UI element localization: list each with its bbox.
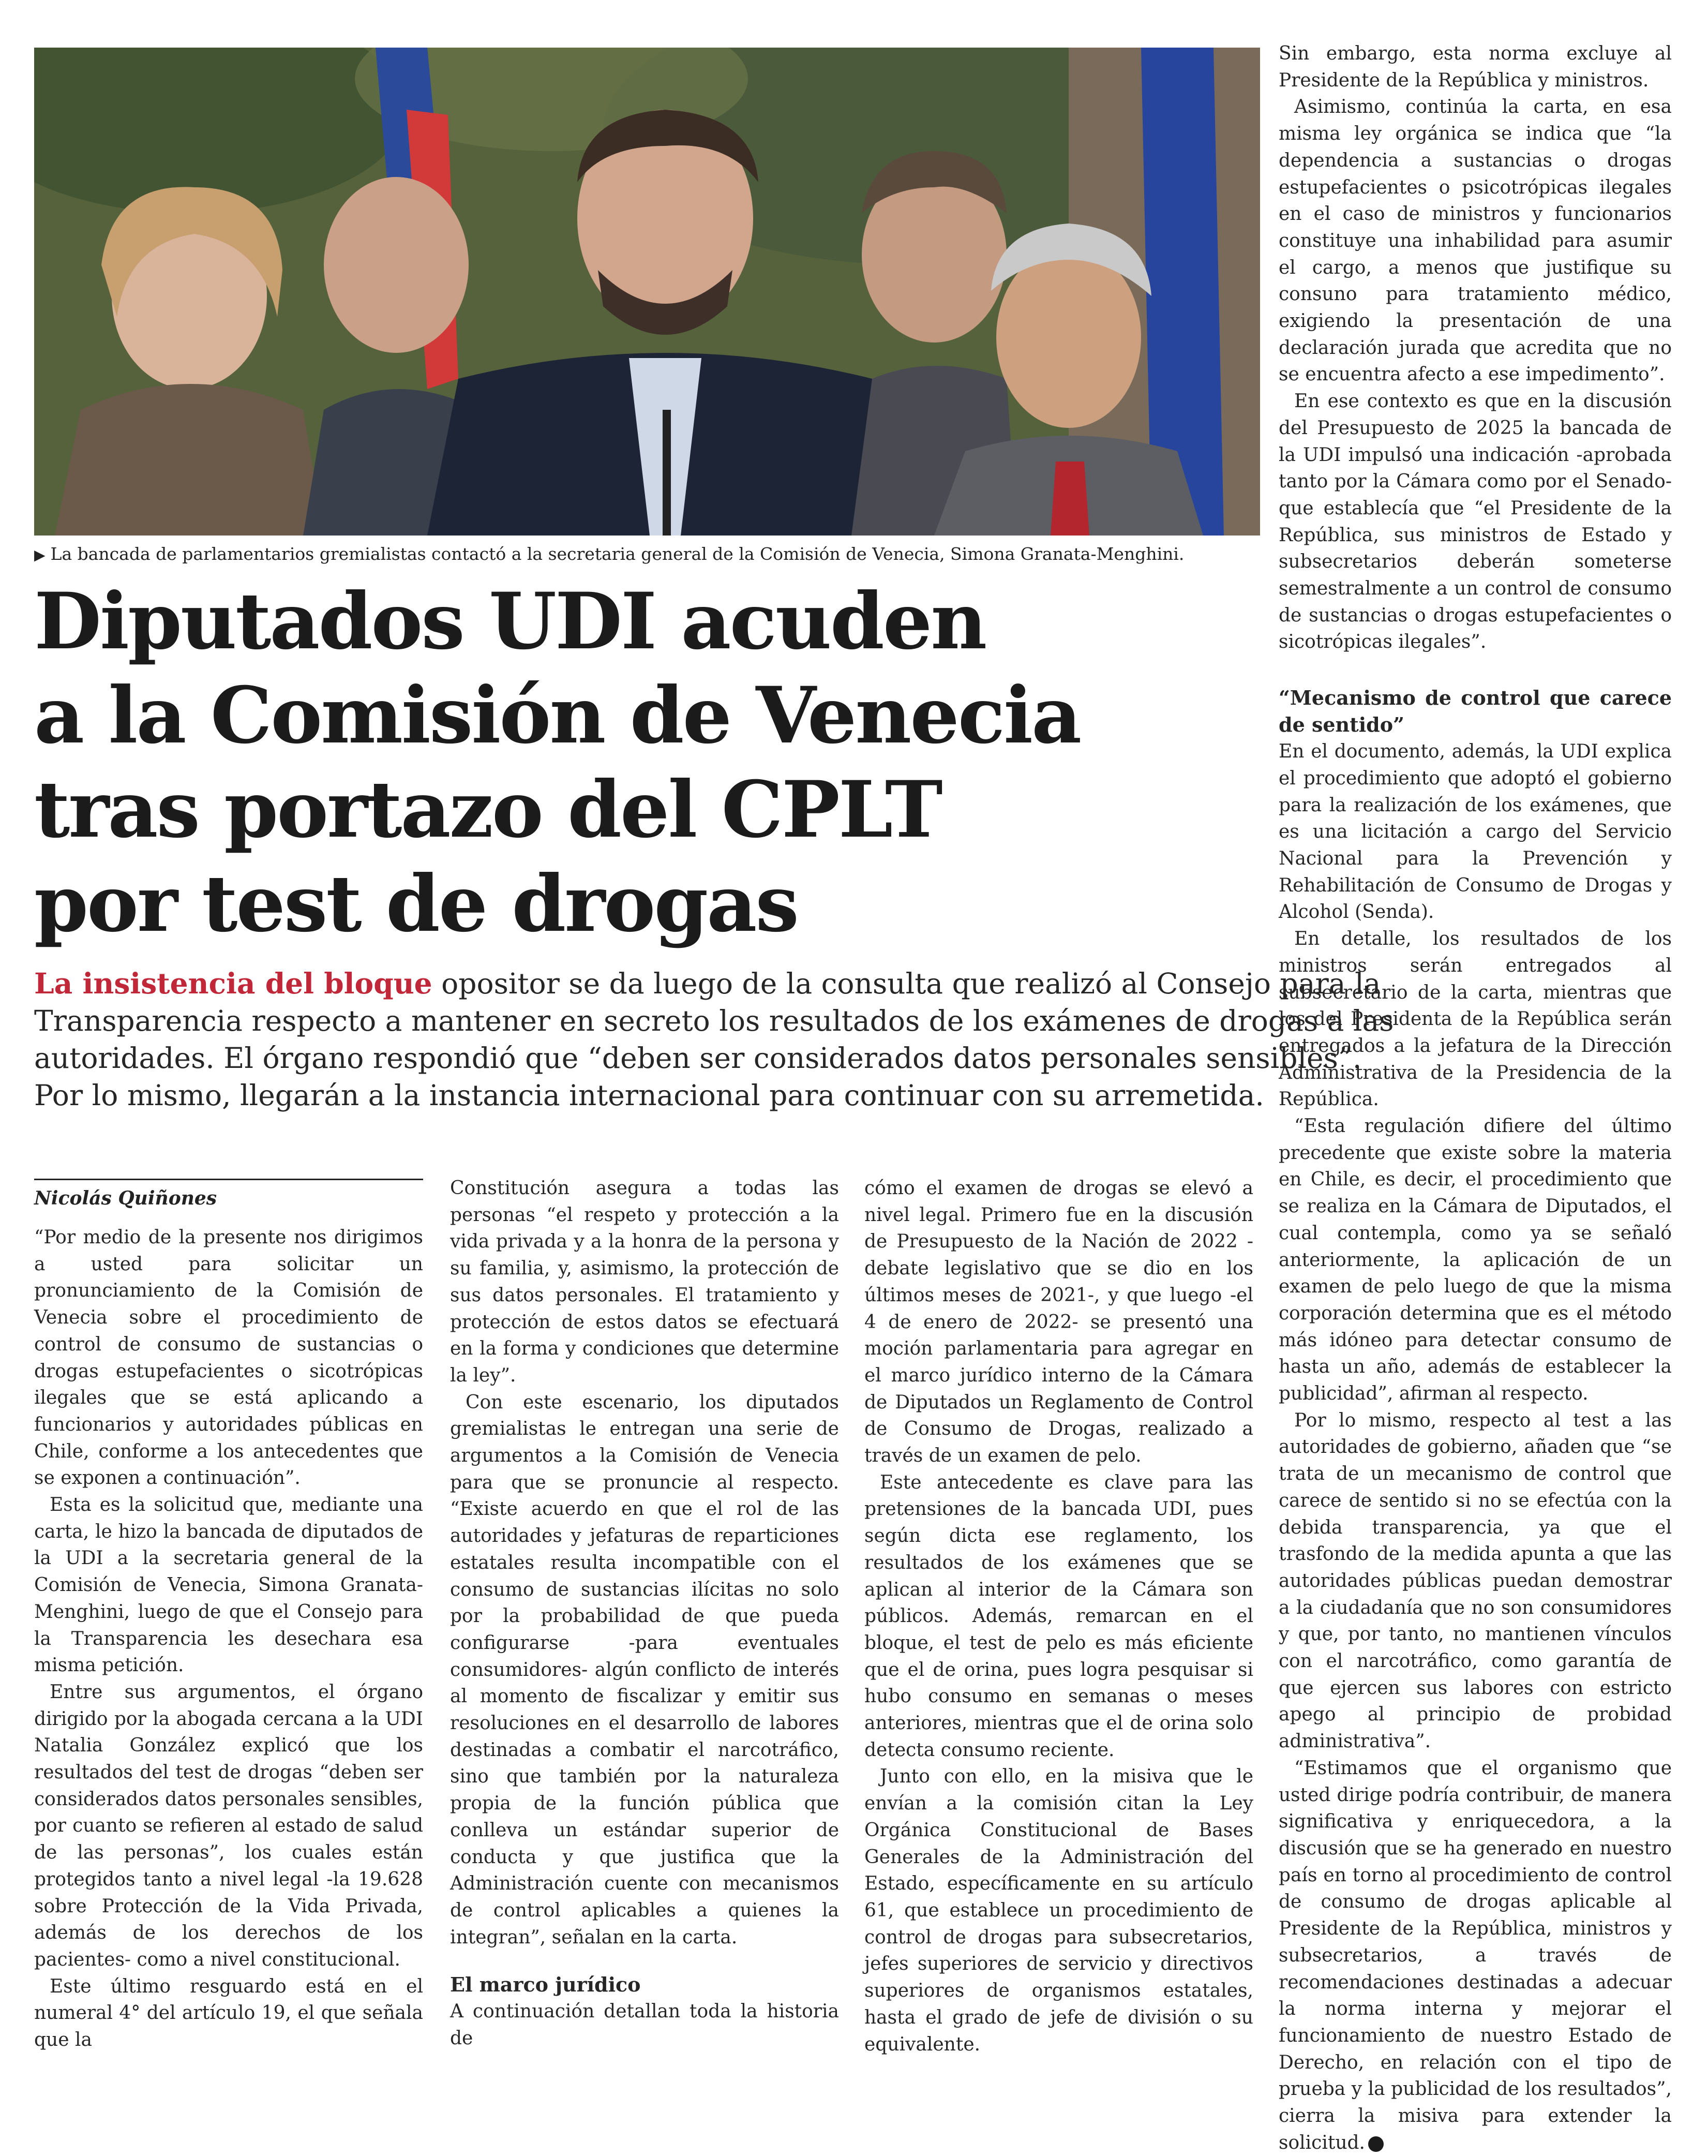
caption-arrow-icon: ▶ bbox=[34, 546, 46, 563]
deck-line-1 bbox=[34, 965, 1381, 1002]
paragraph: Con este escenario, los diputados gremialistas le entregan una serie de argumentos a la Comisión de Venecia para que se pronuncie al respecto. “Existe acuerdo en que el rol de las autoridades y jefaturas de reparticiones estatales resulta incompatible con el consumo de sustancias ilícitas no solo por la probabilidad de que pueda configurarse -para eventuales consumidores- algún conflicto de interés al momento de fiscalizar y emitir sus resoluciones en el desarrollo de labores destinadas a combatir el narcotráfico, sino que también por la naturaleza propia de la función pública que conlleva un estándar superior de conducta y que justifica que la Administración cuente con mecanismos de control aplicables a quienes la integran”, señalan en la carta. bbox=[450, 1391, 839, 1948]
deck-lead: La insistencia del bloque bbox=[34, 967, 432, 1000]
paragraph: Entre sus argumentos, el órgano dirigido por la abogada cercana a la UDI Natalia González explicó que los resultados del test de drogas “deben ser considerados datos personales sensibles, por cuanto se refieren al estado de salud de las personas”, los cuales están protegidos tanto a nivel legal -la 19.628 sobre Protección de la Vida Privada, además de los derechos de los pacientes- como a nivel constitucional. bbox=[34, 1681, 423, 1970]
deck bbox=[34, 965, 1394, 1114]
section-heading: “Mecanismo de control que carece de sentido” bbox=[1279, 686, 1672, 737]
paragraph: “Esta regulación difiere del último precedente que existe sobre la materia en Chile, es decir, el procedimiento que se realiza en la Cámara de Diputados, el cual contempla, como ya se señaló anteriormente, la aplicación de un examen de pelo luego de que la misma corporación determina que es el método más idóneo para detectar consumo de hasta un año, además de establecer la publicidad”, afirman al respecto. bbox=[1279, 1116, 1672, 1405]
paragraph: “Por medio de la presente nos dirigimos a usted para solicitar un pronunciamiento de la Comisión de Venecia sobre el procedimiento de control de consumo de sustancias o drogas estupefacientes o sicotrópicas ilegales que se está aplicando a funcionarios y autoridades públicas en Chile, conforme a los antecedentes que se exponen a continuación”. bbox=[34, 1227, 423, 1489]
paragraph: En el documento, además, la UDI explica el procedimiento que adoptó el gobierno para la realización de los exámenes, que es una licitación a cargo del Servicio Nacional para la Prevención y Rehabilitación de Consumo de Drogas y Alcohol (Senda). bbox=[1279, 741, 1672, 923]
paragraph: Junto con ello, en la misiva que le envían a la comisión citan la Ley Orgánica Constitucional de Bases Generales de la Administración del Estado, específicamente en su artículo 61, que establece un procedimiento de control de drogas para subsecretarios, jefes superiores de servicio y directivos superiores de organismos estatales, hasta el grado de jefe de división o su equivalente. bbox=[864, 1766, 1253, 2055]
deck-line-1-rest: opositor se da luego de la consulta que realizó al Consejo para la bbox=[432, 967, 1381, 1000]
paragraph: Asimismo, continúa la carta, en esa misma ley orgánica se indica que “la dependencia a sustancias o drogas estupefacientes o psicotrópicas ilegales en el caso de ministros y funcionarios constituye una inhabilidad para asumir el cargo, a menos que justifique su consuno para tratamiento médico, exigiendo la presentación de una declaración jurada que acredita que no se encuentra afecto a ese impedimento”. bbox=[1279, 96, 1672, 385]
end-mark-icon bbox=[1368, 2136, 1384, 2152]
paragraph-final-text: “Estimamos que el organismo que usted dirige podría contribuir, de manera significativa y enriquecedora, a la discusión que se ha generado en nuestro país en torno al procedimiento de control de consumo de drogas aplicable al Presidente de la República, ministros y subsecretarios, a través de recomendaciones destinadas a adecuar la norma interna y mejorar el funcionamiento de nuestro Estado de Derecho, en relación con el tipo de prueba y la publicidad de los resultados”, cierra la misiva para extender la solicitud. bbox=[1279, 1757, 1672, 2153]
paragraph: Por lo mismo, respecto al test a las autoridades de gobierno, añaden que “se trata de un mecanismo de control que carece de sentido si no se efectúa con la debida transparencia, ya que el trasfondo de la medida apunta a que las autoridades públicas puedan demostrar a la ciudadanía que no son consumidores y que, por tanto, no mantienen vínculos con el narcotráfico, como garantía de que ejercen sus labores con estricto apego al principio de probidad administrativa”. bbox=[1279, 1409, 1672, 1752]
paragraph: Este antecedente es clave para las pretensiones de la bancada UDI, pues según dicta ese reglamento, los resultados de los exámenes que se aplican al interior de la Cámara son públicos. Además, remarcan en el bloque, el test de pelo es más eficiente que el de orina, pues logra pesquisar si hubo consumo en semanas o meses anteriores, mientras que el de orina solo detecta consumo reciente. bbox=[864, 1471, 1253, 1761]
photo-caption-text: La bancada de parlamentarios gremialistas contactó a la secretaria general de la Comisión de Venecia, Simona Granata-Menghini. bbox=[50, 544, 1185, 564]
deck-line-3: autoridades. El órgano respondió que “deben ser considerados datos personales sensibles”. bbox=[34, 1042, 1362, 1075]
paragraph: cómo el examen de drogas se elevó a nivel legal. Primero fue en la discusión de Presupuesto de la Nación de 2022 -debate legislativo que se dio en los últimos meses de 2021-, y que luego -el 4 de enero de 2022- se presentó una moción parlamentaria para agregar en el marco jurídico interno de la Cámara de Diputados un Reglamento de Control de Consumo de Drogas, realizado a través de un examen de pelo. bbox=[864, 1178, 1253, 1467]
press-conference-photo bbox=[34, 48, 1260, 536]
paragraph: Constitución asegura a todas las personas “el respeto y protección a la vida privada y a la honra de la persona y su familia, y, asimismo, la protección de sus datos personales. El tratamiento y protección de estos datos se efectuará en la forma y condiciones que determine la ley”. bbox=[450, 1178, 839, 1386]
headline-line-2: a la Comisión de Venecia bbox=[34, 670, 1081, 761]
photo-caption bbox=[34, 541, 1265, 567]
paragraph: En detalle, los resultados de los ministros serán entregados al subsecretario de la carta, mientras que los del Presidenta de la República serán entregados a la jefatura de la Dirección Administrativa de la Presidencia de la República. bbox=[1279, 928, 1672, 1110]
body-column-3 bbox=[864, 1175, 1253, 2058]
paragraph-final bbox=[1279, 1755, 1672, 2156]
deck-line-4: Por lo mismo, llegarán a la instancia internacional para continuar con su arremetida. bbox=[34, 1079, 1264, 1112]
byline: Nicolás Quiñones bbox=[34, 1179, 423, 1211]
headline-line-1: Diputados UDI acuden bbox=[34, 576, 986, 667]
paragraph: En ese contexto es que en la discusión del Presupuesto de 2025 la bancada de la UDI impulsó una indicación -aprobada tanto por la Cámara como por el Senado- que establecía que “el Presidente de la República, sus ministros de Estado y subsecretarios deberán someterse semestralmente a un control de consumo de sustancias o drogas estupefacientes o sicotrópicas ilegales”. bbox=[1279, 391, 1672, 653]
article-photo bbox=[34, 48, 1260, 536]
body-column-4 bbox=[1279, 40, 1672, 2156]
headline-line-4: por test de drogas bbox=[34, 858, 798, 949]
section-heading: El marco jurídico bbox=[450, 1973, 641, 1997]
body-column-2 bbox=[450, 1175, 839, 2052]
headline-line-3: tras portazo del CPLT bbox=[34, 764, 941, 855]
body-column-1 bbox=[34, 1224, 423, 2054]
paragraph: Sin embargo, esta norma excluye al Presidente de la República y ministros. bbox=[1279, 43, 1672, 91]
paragraph: A continuación detallan toda la historia de bbox=[450, 2001, 839, 2049]
paragraph: Esta es la solicitud que, mediante una carta, le hizo la bancada de diputados de la UDI a la secretaria general de la Comisión de Venecia, Simona Granata-Menghini, luego de que el Consejo para la Transparencia les desechara esa misma petición. bbox=[34, 1494, 423, 1676]
headline bbox=[34, 574, 1265, 951]
paragraph: Este último resguardo está en el numeral 4° del artículo 19, el que señala que la bbox=[34, 1975, 423, 2051]
deck-line-2: Transparencia respecto a mantener en secreto los resultados de los exámenes de drogas a las bbox=[34, 1004, 1394, 1037]
